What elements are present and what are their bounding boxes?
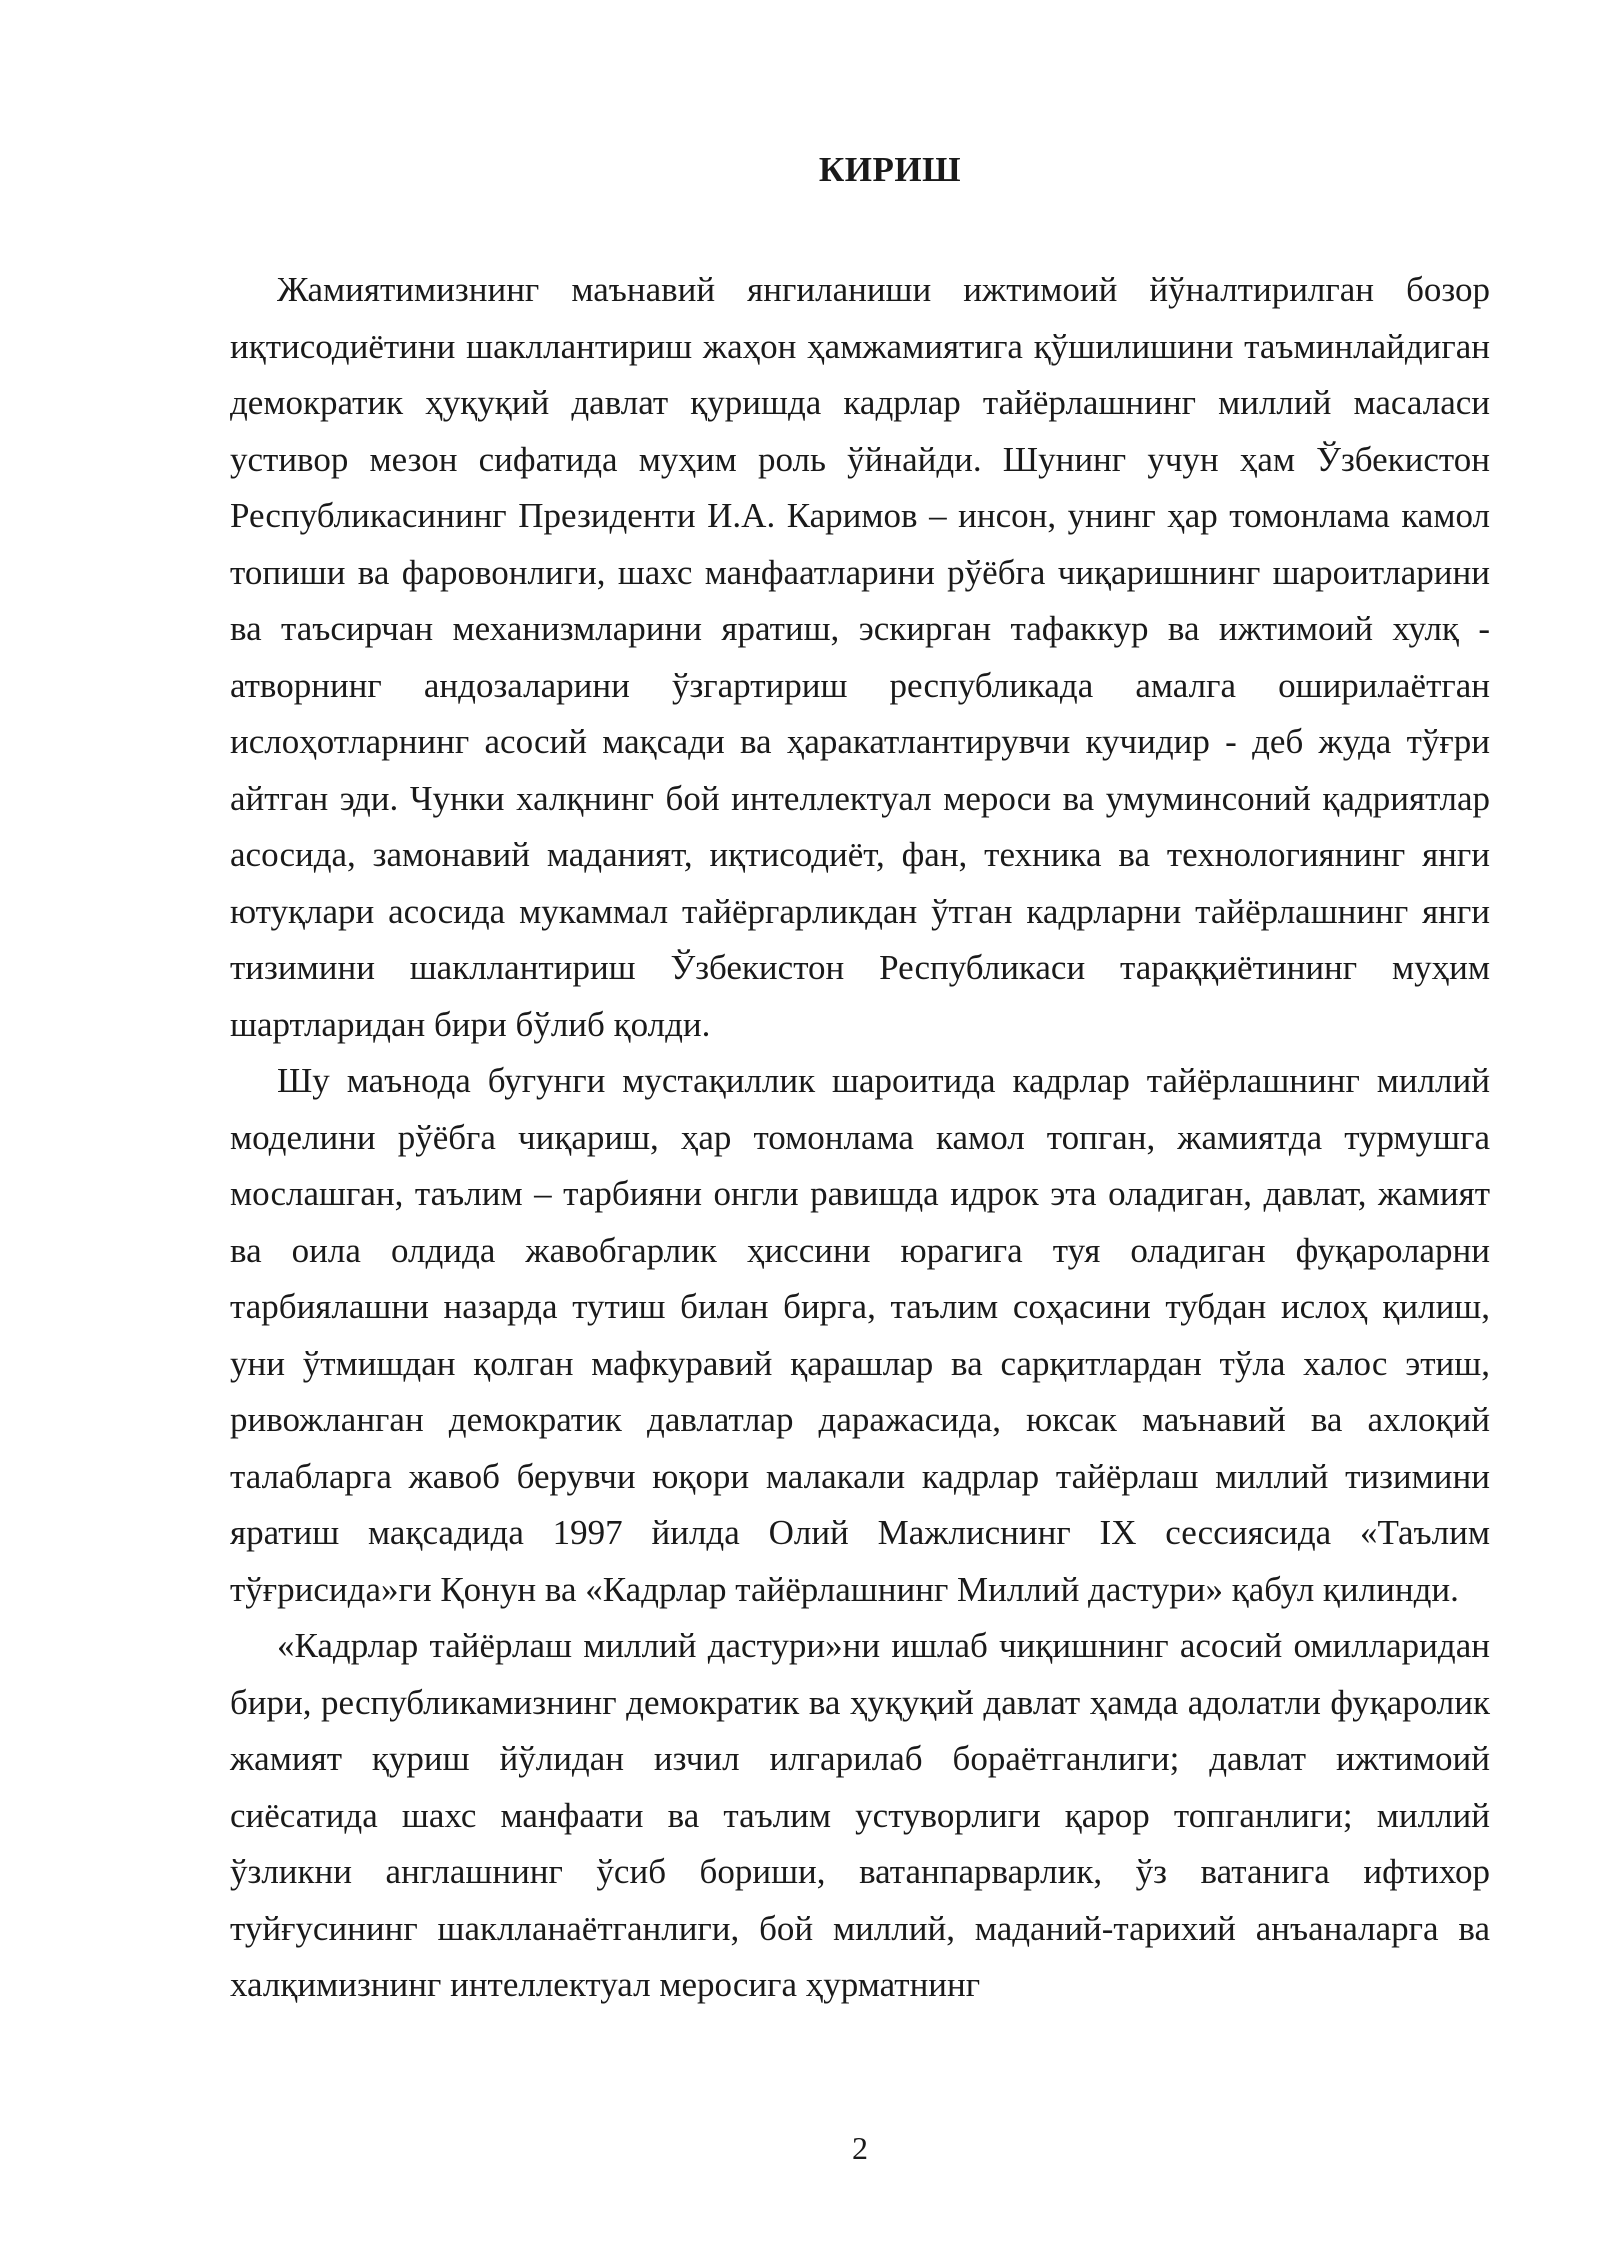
- paragraph-2: Шу маънода бугунги мустақиллик шароитида кадрлар тайёрлашнинг миллий моделини рўёбга чиқариш, ҳар томонлама камол топган, жамиятда турмушга мослашган, таълим – тарбияни онгли равишда идрок эта оладиган, давлат, жамият ва оила олдида жавобгарлик ҳиссини юрагига туя оладиган фуқароларни тарбиялашни назарда тутиш билан бирга, таълим соҳасини тубдан ислоҳ қилиш, уни ўтмишдан қолган мафкуравий қарашлар ва сарқитлардан тўла халос этиш, ривожланган демократик давлатлар даражасида, юксак маънавий ва ахлоқий талабларга жавоб берувчи юқори малакали кадрлар тайёрлаш миллий тизимини яратиш мақсадида 1997 йилда Олий Мажлиснинг IX сессиясида «Таълим тўғрисида»ги Қонун ва «Кадрлар тайёрлашнинг Миллий дастури» қабул қилинди.: [230, 1061, 1490, 1609]
- page-number: 2: [852, 2130, 868, 2166]
- body-text: [230, 262, 1490, 2014]
- section-heading: КИРИШ: [818, 150, 962, 189]
- paragraph-3: «Кадрлар тайёрлаш миллий дастури»ни ишлаб чиқишнинг асосий омилларидан бири, республикамизнинг демократик ва ҳуқуқий давлат ҳамда адолатли фуқаролик жамият қуриш йўлидан изчил илгарилаб бораётганлиги; давлат ижтимоий сиёсатида шахс манфаати ва таълим устуворлиги қарор топганлиги; миллий ўзликни англашнинг ўсиб бориши, ватанпарварлик, ўз ватанига ифтихор туйғусининг шаклланаётганлиги, бой миллий, маданий-тарихий анъаналарга ва халқимизнинг интеллектуал меросига ҳурматнинг: [230, 1626, 1490, 2004]
- paragraph-1: Жамиятимизнинг маънавий янгиланиши ижтимоий йўналтирилган бозор иқтисодиётини шакллантириш жаҳон ҳамжамиятига қўшилишини таъминлайдиган демократик ҳуқуқий давлат қуришда кадрлар тайёрлашнинг миллий масаласи устивор мезон сифатида муҳим роль ўйнайди. Шунинг учун ҳам Ўзбекистон Республикасининг Президенти И.А. Каримов – инсон, унинг ҳар томонлама камол топиши ва фаровонлиги, шахс манфаатларини рўёбга чиқаришнинг шароитларини ва таъсирчан механизмларини яратиш, эскирган тафаккур ва ижтимоий хулқ - атворнинг андозаларини ўзгартириш республикада амалга оширилаётган ислоҳотларнинг асосий мақсади ва ҳаракатлантирувчи кучидир - деб жуда тўғри айтган эди. Чунки халқнинг бой интеллектуал мероси ва умуминсоний қадриятлар асосида, замонавий маданият, иқтисодиёт, фан, техника ва технологиянинг янги ютуқлари асосида мукаммал тайёргарликдан ўтган кадрларни тайёрлашнинг янги тизимини шакллантириш Ўзбекистон Республикаси тараққиётининг муҳим шартларидан бири бўлиб қолди.: [230, 270, 1490, 1044]
